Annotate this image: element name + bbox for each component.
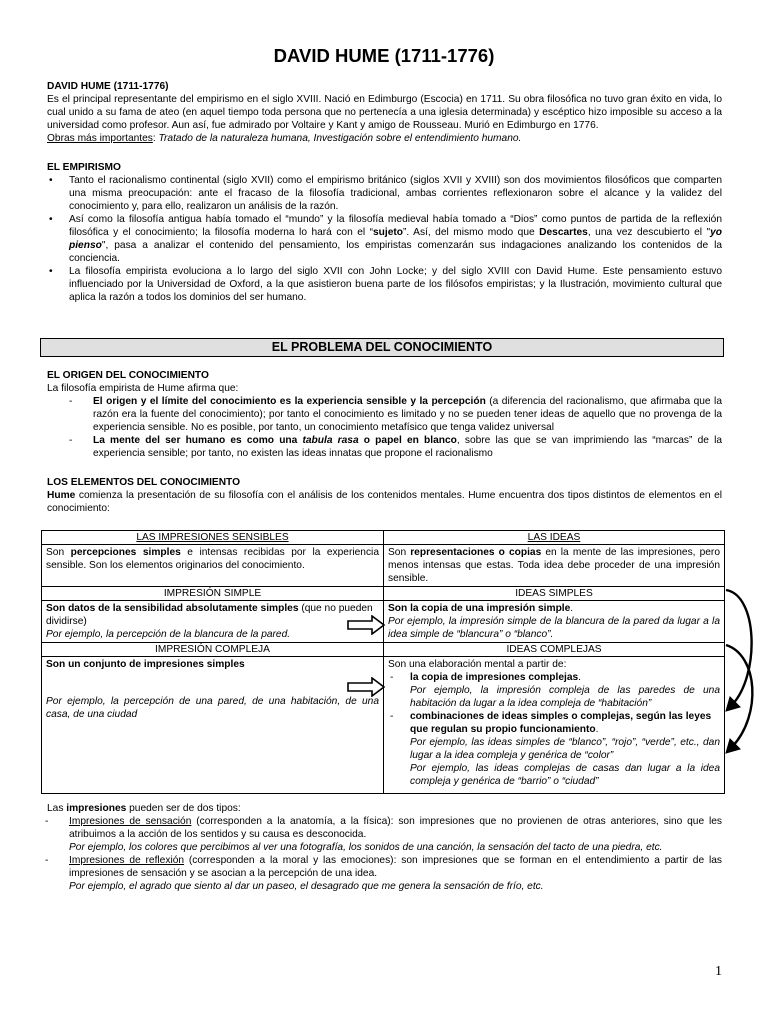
example-text: Por ejemplo, el agrado que siento al dar un paseo, el desagrado que me genera la sensación de frío, etc. (69, 881, 544, 892)
example-text: Por ejemplo, la impresión compleja de las paredes de una habitación da lugar a la idea compleja de “habitación” (410, 685, 720, 709)
impresiones-section (47, 802, 722, 893)
works-label: Obras más importantes (47, 133, 153, 144)
elementos-section (47, 476, 722, 515)
table-row (42, 545, 725, 587)
cell-text: . (570, 603, 574, 614)
table-cell (384, 545, 725, 587)
origen-list (47, 395, 722, 460)
list-item (47, 213, 722, 265)
page-number: 1 (715, 964, 722, 979)
table-header-impressions: LAS IMPRESIONES SENSIBLES (42, 531, 384, 545)
arrow-right-icon (346, 615, 386, 635)
bold-term: la copia de impresiones complejas (410, 672, 579, 683)
paragraph-text: Las (47, 803, 67, 814)
example-text: Por ejemplo, la percepción de una pared, de una habitación, de una casa, de una ciudad (46, 696, 379, 720)
cell-text: en la mente de las impresiones, pero menos intensas que estas. Toda idea debe proceder de una impresión sensible. (388, 547, 720, 584)
list-item-text: (a diferencia del racionalismo, que afirmaba que la razón era la fuente del conocimiento); por tanto el conocimiento es limitado y no se pueden tener ideas de aquello que no provenga de la experiencia sensible. No es posible, por tanto, un conocimiento metafísico que tenga validez universal (93, 396, 722, 433)
bold-italic-term: yo pienso (69, 227, 722, 251)
table-cell (384, 601, 725, 643)
empirismo-section (47, 161, 722, 304)
dash-marker: - (69, 396, 73, 407)
example-text: Por ejemplo, las ideas complejas de casas dan lugar a la idea compleja y genérica de “barrio” o “ciudad” (410, 763, 720, 787)
list-item (23, 815, 722, 854)
arrow-right-icon (346, 677, 386, 697)
origen-intro: La filosofía empirista de Hume afirma que: (47, 383, 239, 394)
elementos-heading: LOS ELEMENTOS DEL CONOCIMIENTO (47, 477, 241, 488)
empirismo-list (47, 174, 722, 304)
dash-marker: - (390, 672, 394, 683)
cell-text: Son (388, 547, 411, 558)
list-item-text: Tanto el racionalismo continental (siglo XVII) como el empirismo británico (siglos XVII y XVIII) son dos movimientos filosóficos que comparten una misma preocupación: ante el fracaso de la filosofía tradicional, ambas corrientes reflexionaron sobre el alcance y la validez del conocimiento y, para ello, realizaron un análisis de la razón. (69, 175, 722, 212)
list-item-text: , una vez descubierto el " (587, 227, 711, 238)
subheader-complex-ideas: IDEAS COMPLEJAS (384, 643, 725, 657)
impresiones-list (23, 815, 722, 893)
cell-text: (que no pueden dividirse) (46, 603, 373, 627)
bullet-marker: • (49, 175, 53, 186)
list-item-text: Así como la filosofía antigua había tomado el “mundo” y la filosofía medieval había tomado a “Dios” como puntos de partida de la reflexión filosófica y el conocimiento; la filosofía moderna lo hará con el “ (69, 214, 722, 238)
example-text: Por ejemplo, la impresión simple de la blancura de la pared da lugar a la idea simple de “blancura” o “blanco”. (388, 616, 720, 640)
cell-text: . (595, 724, 599, 735)
bold-italic-term: tabula rasa (302, 435, 359, 446)
table-cell (42, 601, 384, 643)
table-cell (384, 657, 725, 794)
example-text: Por ejemplo, la percepción de la blancura de la pared. (46, 629, 291, 640)
bold-term: La mente del ser humano es como una (93, 435, 303, 446)
intro-section (47, 80, 722, 145)
bold-term: sujeto (373, 227, 404, 238)
list-item-text: (corresponden a la moral y las emociones): son impresiones que se forman en el entendimiento a partir de las impresiones de sensación y se asocian a la percepción de una idea. (69, 855, 722, 879)
list-item (388, 671, 720, 684)
underlined-term: Impresiones de reflexión (69, 855, 185, 866)
bold-term: Hume (47, 490, 76, 501)
list-item (47, 395, 722, 434)
works-line: Obras más importantes: Tratado de la naturaleza humana, Investigación sobre el entendimiento humano. (47, 133, 522, 144)
section-banner: EL PROBLEMA DEL CONOCIMIENTO (40, 338, 724, 357)
subheader-simple-impression: IMPRESIÓN SIMPLE (42, 587, 384, 601)
dash-marker: - (69, 435, 73, 446)
paragraph-text: comienza la presentación de su filosofía con el análisis de los contenidos mentales. Hume encuentra dos tipos distintos de elementos en el conocimiento: (47, 490, 722, 514)
page-title: DAVID HUME (1711-1776) (273, 45, 495, 66)
bold-term: o papel en blanco (358, 435, 457, 446)
intro-heading: DAVID HUME (1711-1776) (47, 81, 169, 92)
bullet-marker: • (49, 214, 53, 225)
table-subheader-row (42, 587, 725, 601)
intro-text: Es el principal representante del empirismo en el siglo XVIII. Nació en Edimburgo (Escocia) en 1711. Su obra filosófica no tuvo gran éxito en vida, lo cual unido a su fama de ateo (en aquel tiempo toda persona que no pertenecía a una iglesia determinada) y escéptico hizo imposible su acceso a la universidad como profesor. Aun así, fue admirado por Voltaire y Kant y amigo de Rousseau. Murió en Edimburgo en 1776. (47, 94, 722, 131)
bold-term: El origen y el límite del conocimiento es la experiencia sensible y la percepción (93, 396, 486, 407)
list-item (47, 265, 722, 304)
list-item-text: , sobre las que se van imprimiendo las “marcas” de la experiencia sensible; por tanto, no existen las ideas innatas que propone el racionalismo (93, 435, 723, 459)
example-text: Por ejemplo, los colores que percibimos al ver una fotografía, los sonidos de una canción, la sensación del tacto de una piedra, etc. (69, 842, 663, 853)
curved-arrow-icon (718, 585, 766, 755)
elementos-text (47, 489, 722, 515)
bold-term: combinaciones de ideas simples o complejas, según las leyes que regulan su propio funcionamiento (410, 711, 712, 735)
list-item-text: ”. Así, del mismo modo que (403, 227, 540, 238)
subheader-complex-impression: IMPRESIÓN COMPLEJA (42, 643, 384, 657)
complex-ideas-list (388, 671, 720, 788)
cell-text: Son una elaboración mental a partir de: (388, 659, 567, 670)
bold-term: impresiones (66, 803, 127, 814)
list-item (23, 854, 722, 893)
works-list: Tratado de la naturaleza humana, Investigación sobre el entendimiento humano. (158, 133, 522, 144)
table-header-row (42, 531, 725, 545)
example-text: Por ejemplo, las ideas simples de “blanco”, “rojo”, “verde”, etc., dan lugar a la idea compleja y genérica de “color” (410, 737, 720, 761)
bold-term: Son un conjunto de impresiones simples (46, 659, 245, 670)
table-cell (42, 657, 384, 794)
origen-heading: EL ORIGEN DEL CONOCIMIENTO (47, 370, 209, 381)
cell-text: Son (46, 547, 71, 558)
table-cell (42, 545, 384, 587)
empirismo-heading: EL EMPIRISMO (47, 162, 121, 173)
dash-marker: - (390, 711, 394, 722)
bold-term: Son la copia de una impresión simple (388, 603, 571, 614)
knowledge-table (41, 530, 725, 794)
list-item (47, 434, 722, 460)
paragraph-text: pueden ser de dos tipos: (126, 803, 241, 814)
table-subheader-row (42, 643, 725, 657)
subheader-simple-ideas: IDEAS SIMPLES (384, 587, 725, 601)
underlined-term: Impresiones de sensación (69, 816, 192, 827)
cell-text: . (578, 672, 582, 683)
bold-term: percepciones simples (70, 547, 181, 558)
bold-term: Son datos de la sensibilidad absolutamente simples (46, 603, 299, 614)
dash-marker: - (45, 855, 49, 866)
origen-section (47, 369, 722, 460)
dash-marker: - (45, 816, 49, 827)
list-item (47, 174, 722, 213)
list-item-text: (corresponden a la anatomía, a la física): son impresiones que no provienen de otras anteriores, sino que les atribuimos a la acción de los sentidos y su causa es desconocida. (69, 816, 722, 840)
list-item-text: ", pasa a analizar el contenido del pensamiento, los empiristas comenzarán sus indagaciones analizando los contenidos de la conciencia. (69, 240, 722, 264)
list-item-text: La filosofía empirista evoluciona a lo largo del siglo XVII con John Locke; y del siglo XVIII con David Hume. Este pensamiento estuvo influenciado por la Universidad de Oxford, a la que asistieron buena parte de los filósofos empiristas; y la Ilustración, movimiento cultural que aplica la razón a todos los dominios del ser humano. (69, 266, 722, 303)
bold-term: Descartes (539, 227, 588, 238)
cell-text: e intensas recibidas por la experiencia sensible. Son los elementos originarios del conocimiento. (46, 547, 379, 571)
impresiones-intro (47, 802, 722, 815)
list-item (388, 710, 720, 736)
bullet-marker: • (49, 266, 53, 277)
bold-term: representaciones o copias (410, 547, 542, 558)
table-header-ideas: LAS IDEAS (384, 531, 725, 545)
